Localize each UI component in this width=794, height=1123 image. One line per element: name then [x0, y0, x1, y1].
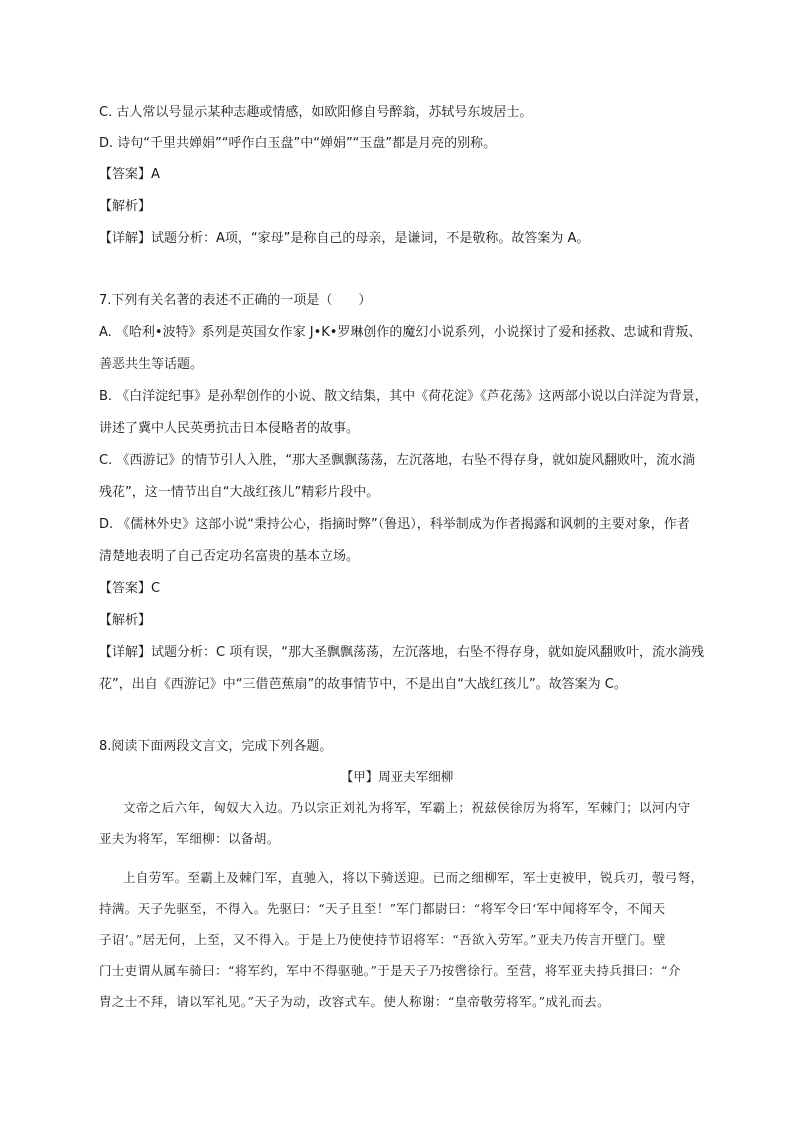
option-c-text: C. 古人常以号显示某种志趣或情感，如欧阳修自号醉翁，苏轼号东坡居士。	[99, 105, 533, 120]
q7-option-c-line2: 残花”，这一情节出自“大战红孩儿”精彩片段中。	[99, 485, 380, 500]
passage-line: 文帝之后六年，匈奴大入边。乃以宗正刘礼为将军，军霸上；祝兹侯徐厉为将军，军棘门；以河内守	[123, 800, 691, 815]
question-8: 8.阅读下面两段文言文，完成下列各题。	[99, 739, 333, 754]
question-7: 7.下列有关名著的表述不正确的一项是（ ）	[99, 293, 372, 308]
passage-line: 胄之士不拜，请以军礼见。”天子为动，改容式车。使人称谢：“皇帝敬劳将军。”成礼而去。	[99, 994, 610, 1009]
passage-title: 【甲】周亚夫军细柳	[340, 769, 454, 784]
detail-explanation: 【详解】试题分析：A项，“家母”是称自己的母亲，是谦词，不是敬称。故答案为 A。	[99, 231, 590, 246]
q7-option-a-line1: A. 《哈利•波特》系列是英国女作家 J•K•罗琳创作的魔幻小说系列，小说探讨了爱和拯救、忠诚和背叛、	[99, 325, 702, 340]
q7-option-a-line2: 善恶共生等话题。	[99, 357, 204, 372]
answer-label: 【答案】A	[99, 167, 160, 182]
q7-detail-line1: 【详解】试题分析：C 项有误，“那大圣飘飘荡荡，左沉落地，右坠不得存身，就如旋风翻败叶，流水淌残	[99, 645, 704, 660]
q7-option-b-line1: B. 《白洋淀纪事》是孙犁创作的小说、散文结集，其中《荷花淀》《芦花荡》这两部小说以白洋淀为背景，	[99, 389, 708, 404]
q7-option-b-line2: 讲述了冀中人民英勇抗击日本侵略者的故事。	[99, 421, 360, 436]
passage-line: 子诏’。”居无何，上至，又不得入。于是上乃使使持节诏将军：“吾欲入劳军。”亚夫乃传言开壁门。壁	[99, 932, 666, 947]
q7-detail-line2: 花”，出自《西游记》中“三借芭蕉扇”的故事情节中，不是出自“大战红孩儿”。故答案为 C。	[99, 677, 627, 692]
analysis-label: 【解析】	[99, 199, 152, 214]
q7-option-d-line1: D. 《儒林外史》这部小说“秉持公心，指摘时弊”（鲁迅），科举制成为作者揭露和讽刺的主要对象，作者	[99, 517, 690, 532]
q7-answer-label: 【答案】C	[99, 581, 161, 596]
passage-line: 门士吏谓从属车骑曰：“将军约，军中不得驱驰。”于是天子乃按辔徐行。至营，将军亚夫持兵揖曰：“介	[99, 963, 681, 978]
q7-analysis-label: 【解析】	[99, 613, 152, 628]
passage-line: 持满。天子先驱至，不得入。先驱曰：“天子且至！”军门都尉曰：“将军令曰‘军中闻将军令，不闻天	[99, 901, 666, 916]
passage-line: 亚夫为将军，军细柳：以备胡。	[99, 831, 280, 846]
q7-option-c-line1: C. 《西游记》的情节引人入胜，“那大圣飘飘荡荡，左沉落地，右坠不得存身，就如旋风翻败叶，流水淌	[99, 453, 696, 468]
option-d-text: D. 诗句“千里共婵娟”“呼作白玉盘”中“婵娟”“玉盘”都是月亮的别称。	[99, 136, 497, 151]
passage-line: 上自劳军。至霸上及棘门军，直驰入，将以下骑送迎。已而之细柳军，军士吏被甲，锐兵刃，彀弓弩，	[123, 870, 704, 885]
q7-option-d-line2: 清楚地表明了自己否定功名富贵的基本立场。	[99, 549, 360, 564]
